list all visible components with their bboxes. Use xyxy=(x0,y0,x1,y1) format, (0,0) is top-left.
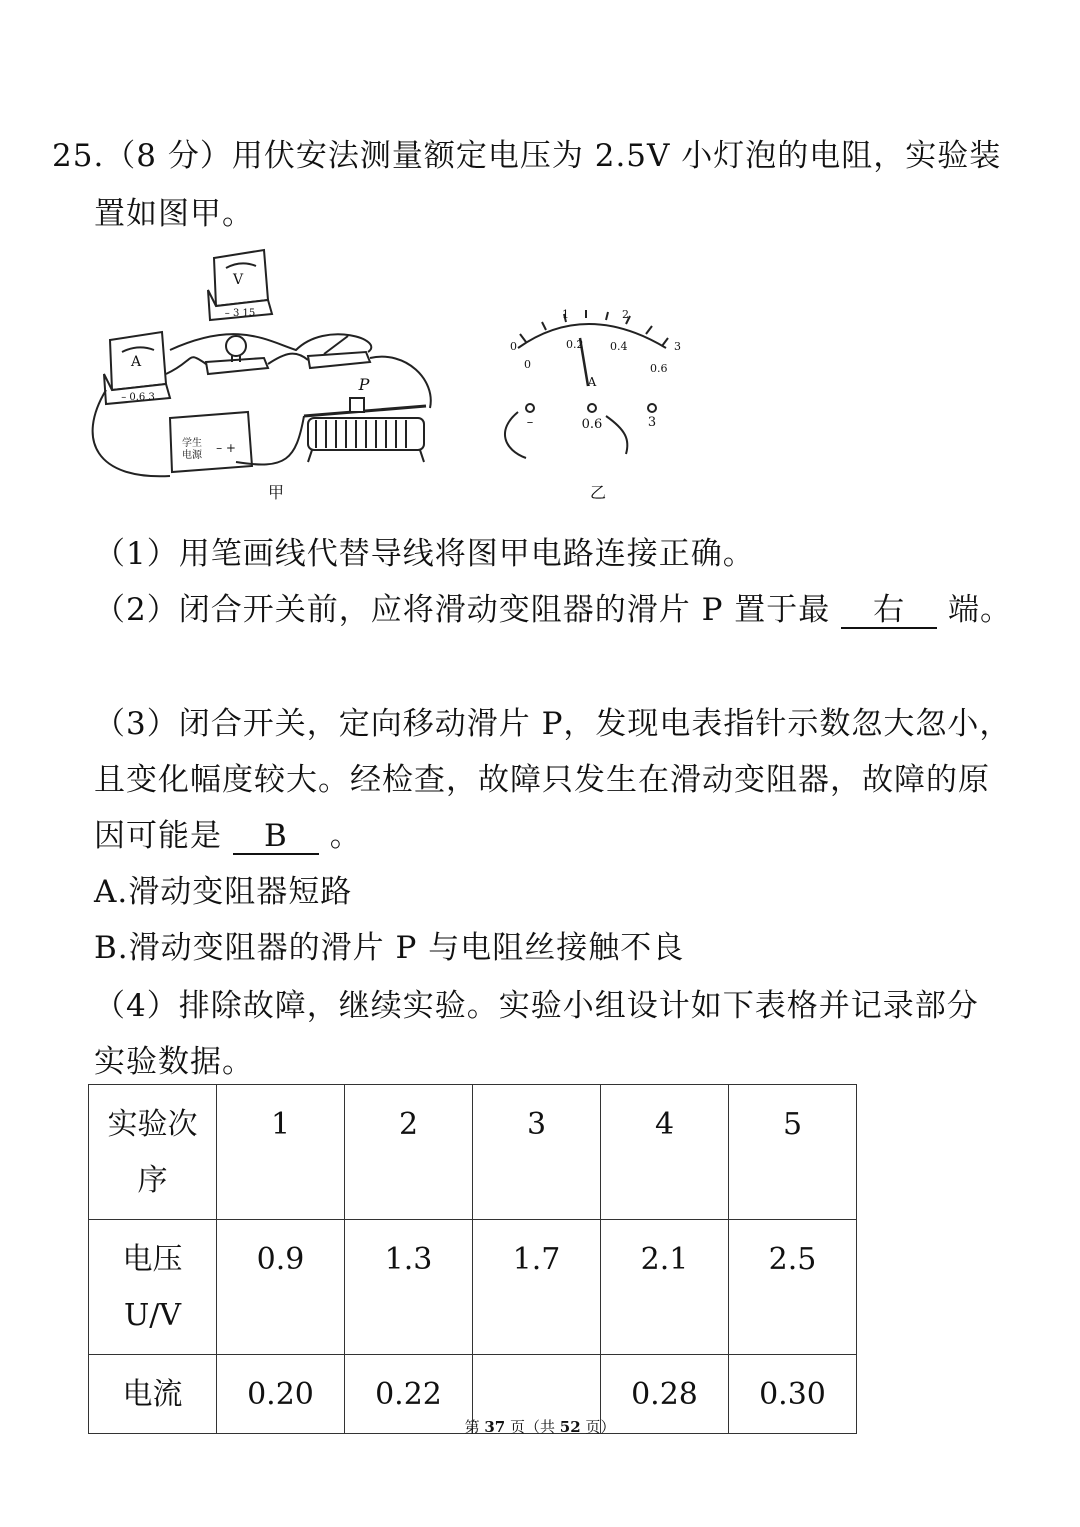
part-3-answer-blank: B xyxy=(233,819,319,855)
meter-terminal-06: 0.6 xyxy=(581,417,603,432)
table-header-trial: 实验次 序 xyxy=(89,1085,217,1220)
voltmeter-letter: V xyxy=(232,272,244,288)
table-cell: 0.30 xyxy=(729,1355,857,1434)
part-3-text: 因可能是 xyxy=(94,818,233,854)
data-table xyxy=(88,1084,857,1434)
table-cell: 3 xyxy=(473,1085,601,1220)
meter-tick-upper-3: 3 xyxy=(674,340,681,353)
part-2-tail: 端。 xyxy=(937,592,1013,628)
meter-tick-upper-2: 2 xyxy=(622,308,629,321)
part-4-line1: （4）排除故障，继续实验。实验小组设计如下表格并记录部分 xyxy=(94,988,979,1024)
ammeter-terminals: – 0.6 3 xyxy=(121,392,155,403)
meter-tick-lower-3: 0.6 xyxy=(650,362,668,375)
table-header-voltage: 电压 U/V xyxy=(89,1220,217,1355)
part-3-line1: （3）闭合开关，定向移动滑片 P，发现电表指针示数忽大忽小， xyxy=(94,706,1012,742)
meter-tick-upper-0: 0 xyxy=(510,340,517,353)
option-b: B.滑动变阻器的滑片 P 与电阻丝接触不良 xyxy=(94,930,685,966)
table-cell: 2.1 xyxy=(601,1220,729,1355)
page-footer: 第 37 页（共 52 页） xyxy=(464,1418,616,1436)
table-cell: 0.9 xyxy=(217,1220,345,1355)
power-label-top: 学生 xyxy=(182,438,202,449)
question-stem-line2: 置如图甲。 xyxy=(94,196,254,232)
part-2 xyxy=(94,584,1012,629)
table-row xyxy=(89,1085,857,1220)
meter-tick-lower-0: 0 xyxy=(524,358,531,371)
table-row xyxy=(89,1220,857,1355)
part-3-line2: 且变化幅度较大。经检查，故障只发生在滑动变阻器，故障的原 xyxy=(94,762,990,798)
part-3-tail: 。 xyxy=(318,818,362,854)
table-cell: 2.5 xyxy=(729,1220,857,1355)
meter-tick-lower-2: 0.4 xyxy=(610,340,628,353)
meter-terminal-3: 3 xyxy=(647,415,657,430)
caption-yi: 乙 xyxy=(589,483,607,502)
part-2-answer-blank: 右 xyxy=(841,593,937,629)
rheostat-icon xyxy=(304,398,426,462)
slider-label: P xyxy=(358,375,370,394)
question-stem-line1: 25.（8 分）用伏安法测量额定电压为 2.5V 小灯泡的电阻，实验装 xyxy=(52,138,1002,174)
meter-terminal-neg: – xyxy=(526,415,534,430)
table-cell: 4 xyxy=(601,1085,729,1220)
wire xyxy=(268,354,308,364)
table-cell: 5 xyxy=(729,1085,857,1220)
table-cell: 0.22 xyxy=(345,1355,473,1434)
part-4-line2: 实验数据。 xyxy=(94,1044,254,1080)
table-cell: 0.20 xyxy=(217,1355,345,1434)
voltmeter-terminals: – 3 15 xyxy=(224,308,256,319)
table-cell: 1.7 xyxy=(473,1220,601,1355)
table-header-current: 电流 xyxy=(89,1355,217,1434)
page-number: 37 xyxy=(484,1418,506,1436)
table-cell: 0.28 xyxy=(601,1355,729,1434)
switch-icon xyxy=(308,336,370,368)
bulb-icon xyxy=(206,336,268,374)
ammeter-letter: A xyxy=(130,354,142,370)
power-label-bottom: 电源 xyxy=(182,450,202,461)
option-a: A.滑动变阻器短路 xyxy=(94,874,353,910)
wire xyxy=(370,357,431,408)
page-total: 52 xyxy=(559,1418,581,1436)
part-2-text: （2）闭合开关前，应将滑动变阻器的滑片 P 置于最 xyxy=(94,592,842,628)
power-terminals: – + xyxy=(216,441,236,455)
ammeter-dial-icon xyxy=(505,310,668,458)
wire xyxy=(170,334,371,352)
circuit-figure xyxy=(86,240,706,510)
part-3-line3 xyxy=(94,810,362,855)
table-cell: 1 xyxy=(217,1085,345,1220)
meter-tick-upper-1: 1 xyxy=(562,308,569,321)
meter-unit: A xyxy=(587,375,597,389)
table-cell: 2 xyxy=(345,1085,473,1220)
table-cell: 1.3 xyxy=(345,1220,473,1355)
meter-tick-lower-1: 0.2 xyxy=(566,338,584,351)
caption-jia: 甲 xyxy=(267,483,285,502)
part-1: （1）用笔画线代替导线将图甲电路连接正确。 xyxy=(94,536,755,572)
wire xyxy=(166,357,206,374)
